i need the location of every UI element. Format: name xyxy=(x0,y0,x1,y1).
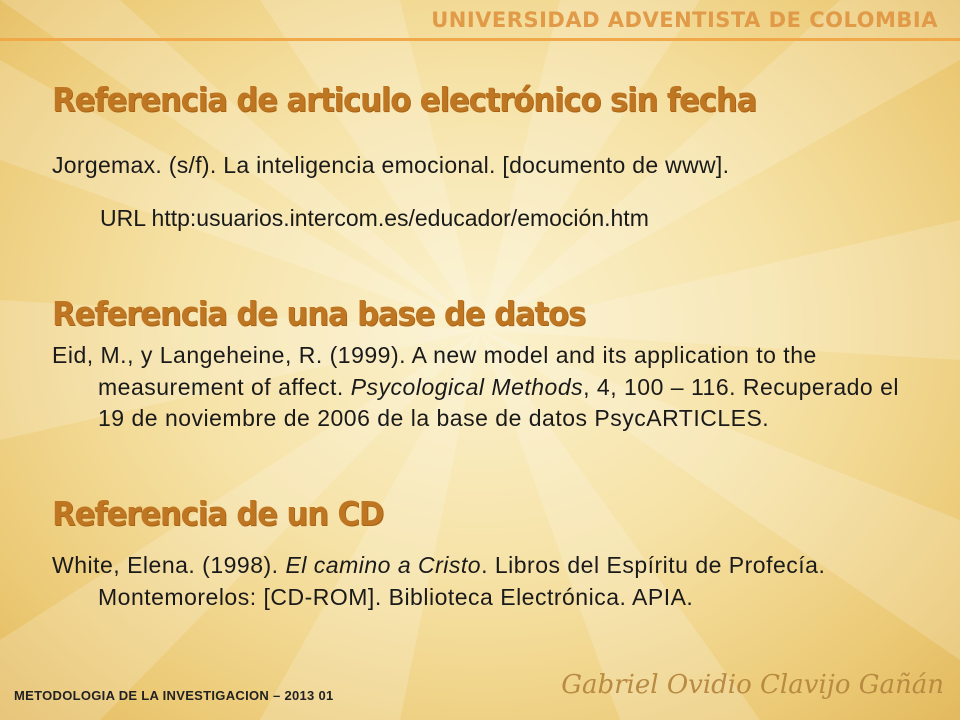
journal-title: Psycological Methods xyxy=(350,373,584,400)
heading-cd: Referencia de un CD xyxy=(52,494,384,533)
reference-electronic-article xyxy=(52,150,729,234)
heading-electronic-article: Referencia de articulo electrónico sin fecha xyxy=(52,80,757,119)
heading-database: Referencia de una base de datos xyxy=(52,294,586,333)
footer-course: METODOLOGIA DE LA INVESTIGACION – 2013 01 xyxy=(14,688,334,703)
reference-text-part: , 4, 100 – 116. Recuperado el 19 de noviembre de 2006 de la base de datos PsycARTICLES. xyxy=(98,373,900,431)
reference-text-part: Eid, M., y Langeheine, R. (1999). A new model and its application to the measurement of affect. xyxy=(52,342,817,400)
author-signature: Gabriel Ovidio Clavijo Gañán xyxy=(561,670,944,700)
reference-text-part: . Libros del Espíritu de Profecía. Montemorelos: [CD-ROM]. Biblioteca Electrónica. APIA. xyxy=(98,552,826,610)
university-name: UNIVERSIDAD ADVENTISTA DE COLOMBIA xyxy=(431,8,938,32)
book-title: El camino a Cristo xyxy=(285,552,482,578)
reference-cd xyxy=(52,550,912,613)
reference-database xyxy=(52,340,912,435)
reference-text-part: White, Elena. (1998). xyxy=(52,552,286,578)
reference-url: URL http:usuarios.intercom.es/educador/emoción.htm xyxy=(100,204,649,231)
reference-line: Jorgemax. (s/f). La inteligencia emocional. [documento de www]. xyxy=(52,152,730,178)
reference-text xyxy=(52,340,912,435)
reference-text xyxy=(52,550,912,613)
header-divider xyxy=(0,38,960,41)
